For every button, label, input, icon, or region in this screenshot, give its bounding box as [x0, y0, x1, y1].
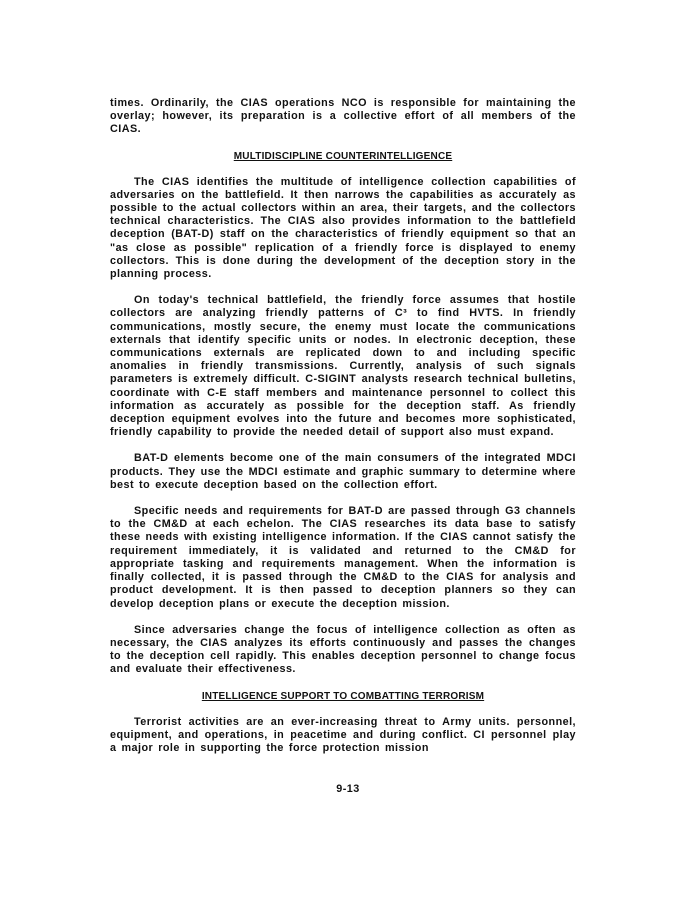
spacer	[110, 611, 576, 624]
paragraph-mdci-5: Since adversaries change the focus of intelligence collection as often as necessary, the CIAS analyzes its efforts continuously and passes the changes to the deception cell rapidly. This enables deception personnel to change focus and evaluate their effectiveness.	[110, 623, 576, 676]
paragraph-mdci-1: The CIAS identifies the multitude of intelligence collection capabilities of adversaries on the battlefield. It then narrows the capabilities as accurately as possible to the actual collectors within an area, their targets, and the collectors technical characteristics. The CIAS also provides information to the battlefield deception (BAT-D) staff on the characteristics of friendly equipment so that an "as close as possible" replication of a friendly force is displayed to enemy collectors. This is done during the development of the deception story in the planning process.	[110, 175, 576, 281]
section-heading-mdci: MULTIDISCIPLINE COUNTERINTELLIGENCE	[233, 150, 453, 162]
document-page	[110, 97, 576, 755]
spacer	[110, 281, 576, 294]
spacer	[110, 137, 576, 150]
paragraph-terrorism-1: Terrorist activities are an ever-increasing threat to Army units. personnel, equipment, and operations, in peacetime and during conflict. CI personnel play a major role in supporting the force protection mission	[110, 715, 576, 754]
spacer	[110, 163, 576, 176]
section-heading-terrorism: INTELLIGENCE SUPPORT TO COMBATTING TERRORISM	[201, 690, 485, 702]
paragraph-mdci-4: Specific needs and requirements for BAT-D are passed through G3 channels to the CM&D at each echelon. The CIAS researches its data base to satisfy these needs with existing intelligence information. If the CIAS cannot satisfy the requirement immediately, it is validated and returned to the CM&D for appropriate tasking and requirements management. When the information is finally collected, it is passed through the CM&D to the CIAS for analysis and product development. It is then passed to deception planners so they can develop deception plans or execute the deception mission.	[110, 505, 576, 610]
paragraph-intro: times. Ordinarily, the CIAS operations NCO is responsible for maintaining the overlay; however, its preparation is a collective effort of all members of the CIAS.	[110, 97, 576, 136]
spacer	[110, 677, 576, 690]
page-number: 9-13	[336, 783, 360, 795]
paragraph-mdci-3: BAT-D elements become one of the main consumers of the integrated MDCI products. They use the MDCI estimate and graphic summary to determine where best to execute deception based on the collection effort.	[110, 452, 576, 491]
spacer	[110, 492, 576, 505]
spacer	[110, 439, 576, 452]
paragraph-mdci-2: On today's technical battlefield, the friendly force assumes that hostile collectors are analyzing friendly patterns of C³ to find HVTS. In friendly communications, mostly secure, the enemy must locate the communications externals that identify specific units or nodes. In electronic deception, these communications externals are replicated down to and including specific anomalies in friendly transmissions. Currently, analysis of such signals parameters is extremely difficult. C-SIGINT analysts research technical bulletins, coordinate with C-E staff members and maintenance personnel to collect this information as accurately as possible for the deception staff. As friendly deception equipment evolves into the future and becomes more sophisticated, friendly capability to provide the needed detail of support also must expand.	[110, 294, 576, 439]
spacer	[110, 703, 576, 716]
